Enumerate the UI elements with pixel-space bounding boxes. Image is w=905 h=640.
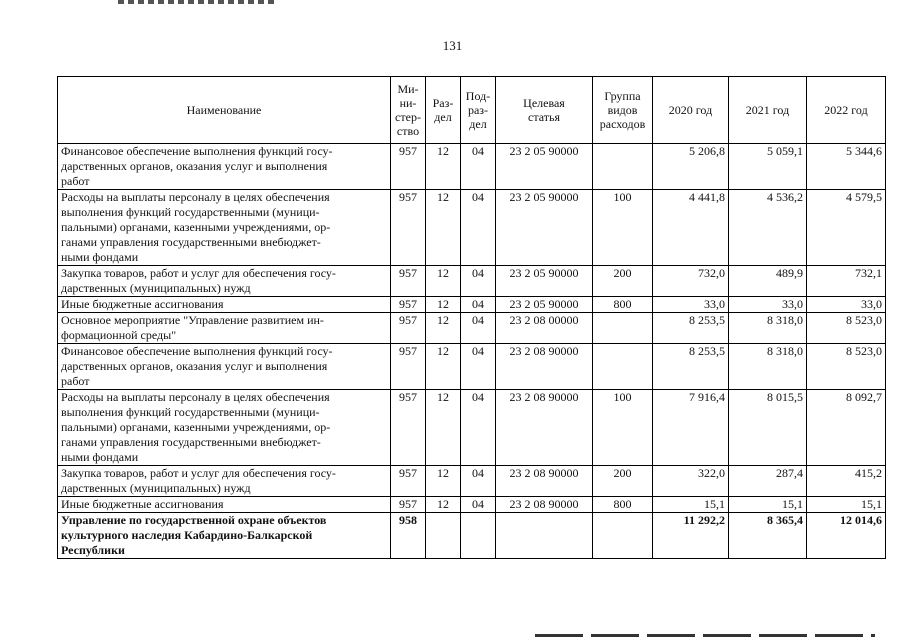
cell-subsection: 04 [461, 390, 496, 466]
header-2021: 2021 год [729, 77, 807, 144]
cell-section: 12 [426, 390, 461, 466]
scan-artifact-top [118, 0, 278, 4]
cell-section: 12 [426, 266, 461, 297]
cell-2021: 8 318,0 [729, 313, 807, 344]
cell-name: Финансовое обеспечение выполнения функций госу- дарственных органов, оказания услуг и выполнения работ [58, 144, 391, 190]
table-row [58, 466, 886, 497]
cell-name: Иные бюджетные ассигнования [58, 497, 391, 513]
cell-2021: 8 365,4 [729, 513, 807, 559]
cell-2021: 489,9 [729, 266, 807, 297]
header-expense-group: Группа видов расходов [593, 77, 653, 144]
page-number: 131 [442, 38, 463, 53]
cell-2022: 15,1 [807, 497, 886, 513]
header-section: Раз- дел [426, 77, 461, 144]
cell-subsection: 04 [461, 497, 496, 513]
cell-target-article: 23 2 08 90000 [496, 497, 593, 513]
cell-expense-group [593, 344, 653, 390]
cell-ministry: 957 [391, 390, 426, 466]
cell-name: Финансовое обеспечение выполнения функций госу- дарственных органов, оказания услуг и выполнения работ [58, 344, 391, 390]
cell-2020: 4 441,8 [653, 190, 729, 266]
cell-target-article: 23 2 05 90000 [496, 266, 593, 297]
cell-name: Закупка товаров, работ и услуг для обеспечения госу- дарственных (муниципальных) нужд [58, 266, 391, 297]
cell-section: 12 [426, 313, 461, 344]
table-row [58, 344, 886, 390]
cell-2022: 12 014,6 [807, 513, 886, 559]
cell-subsection: 04 [461, 190, 496, 266]
cell-subsection: 04 [461, 344, 496, 390]
cell-2021: 8 015,5 [729, 390, 807, 466]
cell-2020: 15,1 [653, 497, 729, 513]
cell-ministry: 957 [391, 297, 426, 313]
cell-expense-group: 200 [593, 466, 653, 497]
scan-artifact-bottom [535, 634, 875, 637]
cell-section: 12 [426, 144, 461, 190]
cell-2022: 8 523,0 [807, 344, 886, 390]
cell-ministry: 957 [391, 266, 426, 297]
cell-target-article [496, 513, 593, 559]
cell-expense-group [593, 144, 653, 190]
cell-2022: 5 344,6 [807, 144, 886, 190]
table-row [58, 497, 886, 513]
cell-expense-group [593, 513, 653, 559]
header-name: Наименование [58, 77, 391, 144]
cell-section: 12 [426, 297, 461, 313]
cell-2020: 5 206,8 [653, 144, 729, 190]
table-row [58, 390, 886, 466]
cell-name: Основное мероприятие "Управление развитием ин- формационной среды" [58, 313, 391, 344]
cell-section: 12 [426, 344, 461, 390]
cell-2022: 33,0 [807, 297, 886, 313]
cell-2020: 8 253,5 [653, 344, 729, 390]
cell-ministry: 957 [391, 497, 426, 513]
table-body [58, 144, 886, 559]
cell-expense-group: 100 [593, 190, 653, 266]
table-row [58, 297, 886, 313]
cell-target-article: 23 2 05 90000 [496, 297, 593, 313]
header-2020: 2020 год [653, 77, 729, 144]
cell-2020: 732,0 [653, 266, 729, 297]
table-row [58, 313, 886, 344]
cell-2022: 8 092,7 [807, 390, 886, 466]
budget-table [57, 76, 886, 559]
cell-2020: 33,0 [653, 297, 729, 313]
header-target-article: Целевая статья [496, 77, 593, 144]
cell-name: Расходы на выплаты персоналу в целях обеспечения выполнения функций государственными (муници- пальными) органами, казенными учреждениями, ор- ганами управления государственными внебюджет- ными фондами [58, 390, 391, 466]
cell-expense-group [593, 313, 653, 344]
cell-subsection [461, 513, 496, 559]
cell-target-article: 23 2 05 90000 [496, 190, 593, 266]
cell-target-article: 23 2 08 90000 [496, 466, 593, 497]
table-header-row [58, 77, 886, 144]
cell-ministry: 957 [391, 466, 426, 497]
cell-2021: 8 318,0 [729, 344, 807, 390]
cell-ministry: 957 [391, 313, 426, 344]
cell-2022: 4 579,5 [807, 190, 886, 266]
cell-2022: 732,1 [807, 266, 886, 297]
table-row [58, 266, 886, 297]
cell-2021: 4 536,2 [729, 190, 807, 266]
cell-target-article: 23 2 08 90000 [496, 390, 593, 466]
header-ministry: Ми- ни- стер- ство [391, 77, 426, 144]
cell-section: 12 [426, 466, 461, 497]
cell-ministry: 958 [391, 513, 426, 559]
cell-subsection: 04 [461, 144, 496, 190]
cell-ministry: 957 [391, 190, 426, 266]
cell-2020: 322,0 [653, 466, 729, 497]
table-row [58, 513, 886, 559]
cell-name: Расходы на выплаты персоналу в целях обеспечения выполнения функций государственными (муници- пальными) органами, казенными учреждениями, ор- ганами управления государственными внебюджет- ными фондами [58, 190, 391, 266]
cell-target-article: 23 2 08 90000 [496, 344, 593, 390]
header-subsection: Под- раз- дел [461, 77, 496, 144]
cell-2021: 33,0 [729, 297, 807, 313]
cell-expense-group: 100 [593, 390, 653, 466]
cell-subsection: 04 [461, 313, 496, 344]
cell-2021: 15,1 [729, 497, 807, 513]
cell-target-article: 23 2 08 00000 [496, 313, 593, 344]
cell-subsection: 04 [461, 466, 496, 497]
header-2022: 2022 год [807, 77, 886, 144]
cell-2022: 415,2 [807, 466, 886, 497]
cell-2021: 5 059,1 [729, 144, 807, 190]
cell-expense-group: 200 [593, 266, 653, 297]
table-row [58, 190, 886, 266]
cell-target-article: 23 2 05 90000 [496, 144, 593, 190]
cell-2020: 11 292,2 [653, 513, 729, 559]
cell-ministry: 957 [391, 344, 426, 390]
cell-name: Закупка товаров, работ и услуг для обеспечения госу- дарственных (муниципальных) нужд [58, 466, 391, 497]
cell-ministry: 957 [391, 144, 426, 190]
cell-section: 12 [426, 190, 461, 266]
cell-section: 12 [426, 497, 461, 513]
cell-subsection: 04 [461, 297, 496, 313]
cell-section [426, 513, 461, 559]
cell-expense-group: 800 [593, 497, 653, 513]
table-row [58, 144, 886, 190]
cell-2020: 7 916,4 [653, 390, 729, 466]
cell-2020: 8 253,5 [653, 313, 729, 344]
cell-2021: 287,4 [729, 466, 807, 497]
cell-name: Управление по государственной охране объектов культурного наследия Кабардино-Балкарской Республики [58, 513, 391, 559]
cell-subsection: 04 [461, 266, 496, 297]
cell-name: Иные бюджетные ассигнования [58, 297, 391, 313]
cell-2022: 8 523,0 [807, 313, 886, 344]
cell-expense-group: 800 [593, 297, 653, 313]
